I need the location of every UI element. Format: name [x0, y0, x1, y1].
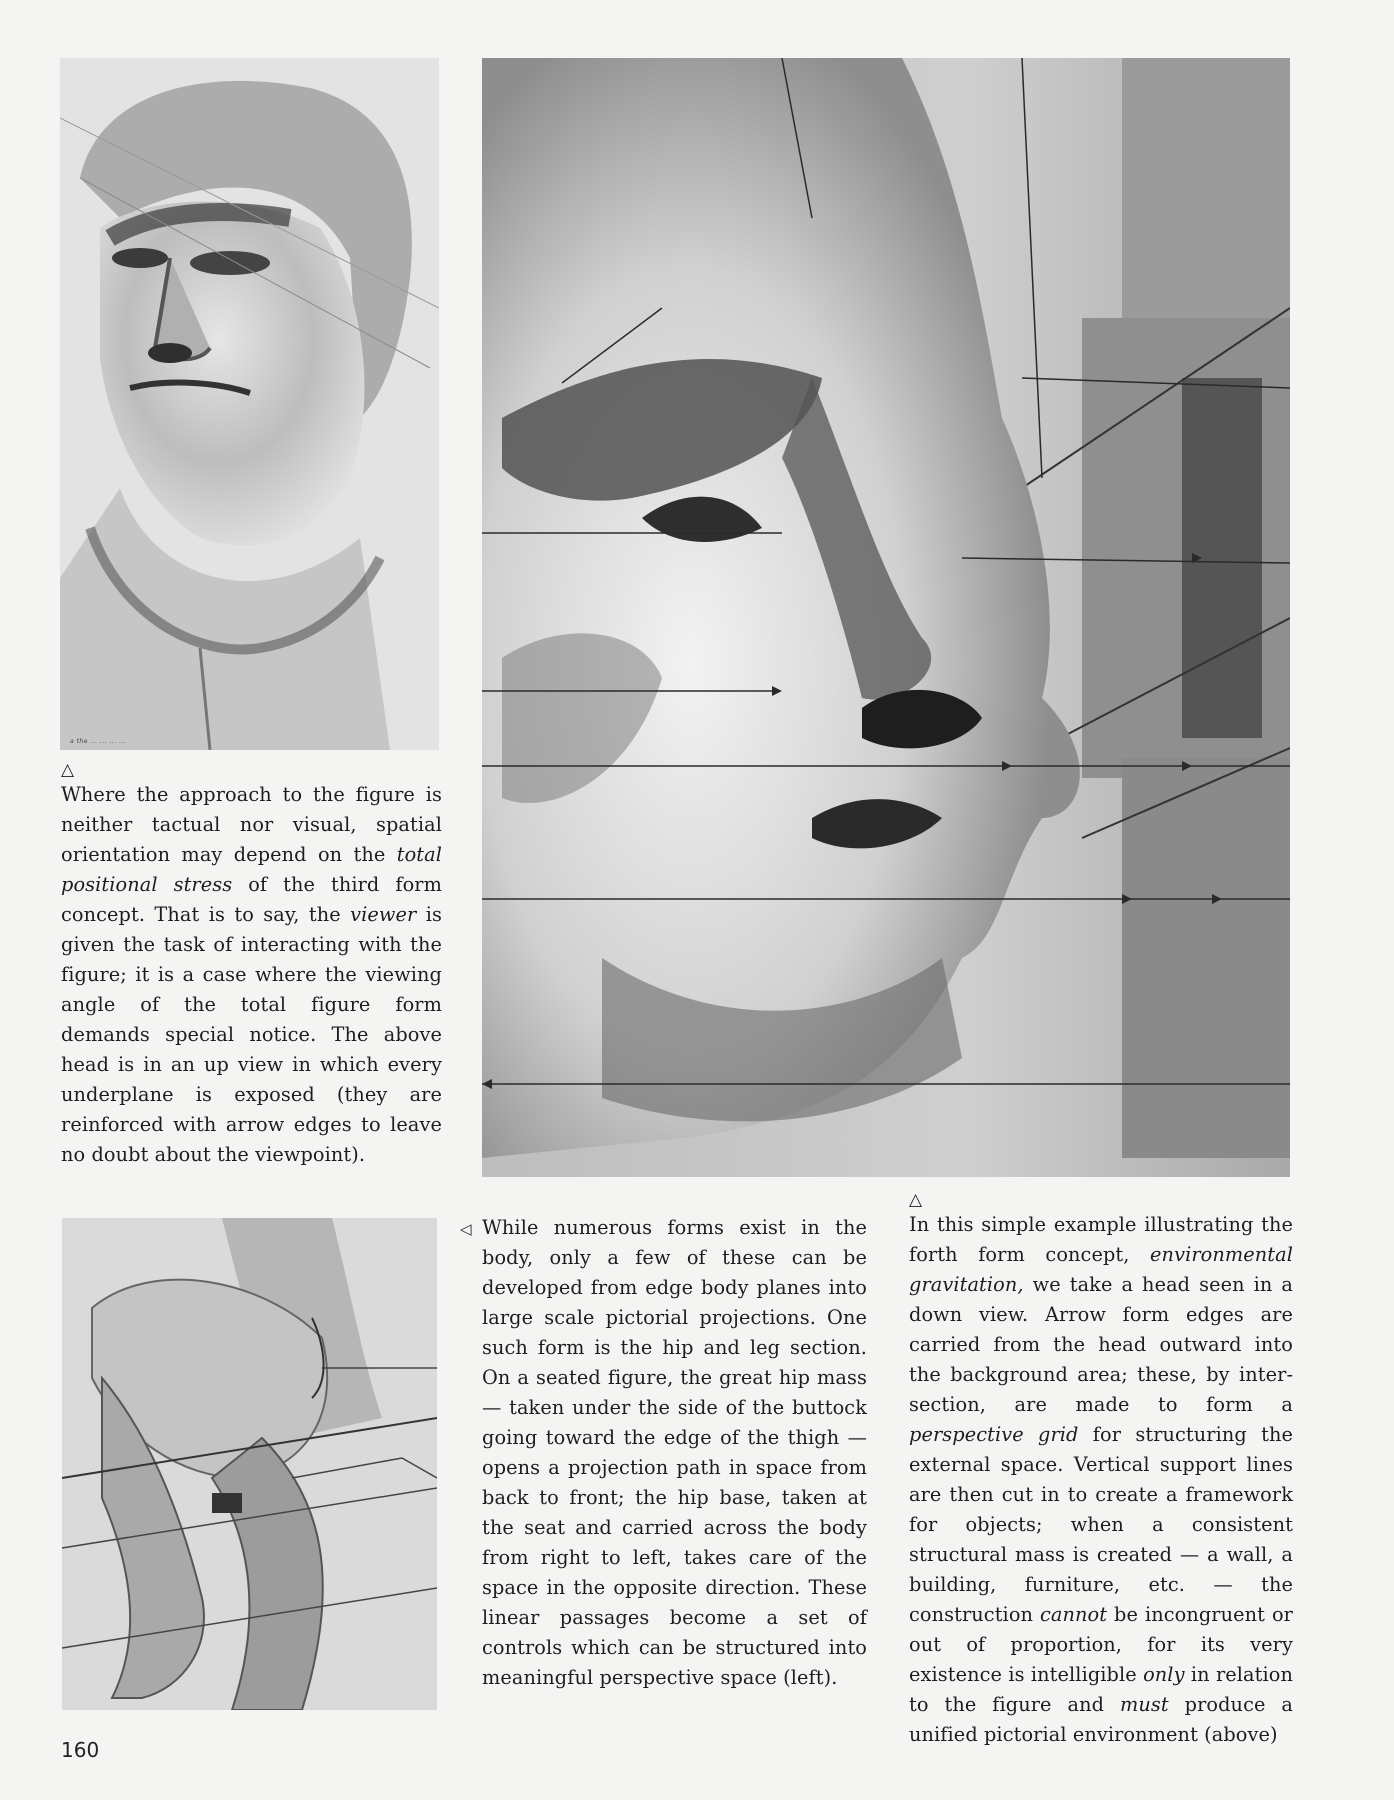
- artist-signature: a the ... ... ... ...: [70, 738, 127, 745]
- caption-right: [909, 1190, 1293, 1750]
- caption-left: [61, 760, 442, 1170]
- page-number: 160: [61, 1738, 100, 1762]
- portrait-drawing-illustration: [60, 58, 439, 750]
- figure-seated-hip-leg: [62, 1218, 437, 1710]
- caption-middle: [460, 1213, 867, 1693]
- head-downview-illustration: [482, 58, 1290, 1177]
- caption-left-text: Where the approach to the figure is neither tactual nor visual, spatial orientation may depend on the total positional stress of the third form concept. That is to say, the viewer is given the task of interacting with the figure; it is a case where the viewing angle of the total figure form demands special notice. The above head is in an up view in which every underplane is exposed (they are reinforced with arrow edges to leave no doubt about the viewpoint).: [61, 783, 442, 1166]
- figure-portrait-upview: [60, 58, 439, 750]
- caption-middle-text: While numerous forms exist in the body, only a few of these can be developed from edge body planes into large scale pictorial projections. One such form is the hip and leg section. On a seated figure, the great hip mass — taken under the side of the buttock going toward the edge of the thigh — opens a projection path in space from back to front; the hip base, taken at the seat and carried across the body from right to left, takes care of the space in the opposite direction. These linear passages become a set of controls which can be structured into meaningful perspective space (left).: [482, 1216, 867, 1689]
- seated-figure-illustration: [62, 1218, 437, 1710]
- figure-head-downview: [482, 58, 1290, 1177]
- left-triangle-marker-icon: ◁: [460, 1220, 472, 1238]
- up-triangle-marker-icon: △: [909, 1190, 923, 1210]
- up-triangle-marker-icon: △: [61, 760, 75, 780]
- caption-right-text: In this simple example illustrating the forth form concept, environmental gravitation, we take a head seen in a down view. Arrow form edges are carried from the head outward into the background area; these, by intersection, are made to form a perspective grid for structuring the external space. Vertical support lines are then cut in to create a framework for objects; when a consistent structural mass is created — a wall, a building, furniture, etc. — the construction cannot be incongruent or out of proportion, for its very existence is intelligible only in relation to the figure and must produce a unified pictorial environment (above): [909, 1213, 1293, 1746]
